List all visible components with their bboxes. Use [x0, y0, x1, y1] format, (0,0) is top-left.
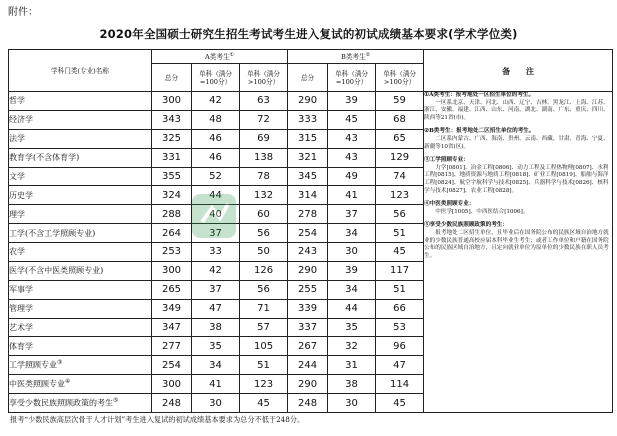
a-score-cell: 288	[152, 205, 192, 224]
subject-cell: 理学	[9, 205, 152, 224]
note-block	[424, 128, 612, 151]
page-title: 2020年全国硕士研究生招生考试考生进入复试的初试成绩基本要求(学术学位类)	[99, 27, 518, 41]
subject-cell: 法学	[9, 129, 152, 148]
note-body: 中医学[1005]、中西医结合[1006]。	[435, 208, 529, 215]
b-score-cell: 267	[288, 337, 328, 356]
a-score-cell: 248	[152, 394, 192, 413]
subject-cell: 经济学	[9, 110, 152, 129]
a-score-cell: 300	[152, 92, 192, 111]
a-score-cell: 123	[240, 375, 288, 394]
a-score-cell: 57	[240, 318, 288, 337]
a-score-cell: 45	[240, 394, 288, 413]
b-score-cell: 66	[376, 299, 424, 318]
note-heading: ②B类考生：报考地处二区招生单位的考生。	[424, 128, 535, 135]
b-score-cell: 43	[328, 148, 376, 167]
a-score-cell: 138	[240, 148, 288, 167]
b-score-cell: 32	[328, 337, 376, 356]
a-score-cell: 42	[192, 261, 240, 280]
b-score-cell: 47	[376, 356, 424, 375]
b-score-cell: 244	[288, 356, 328, 375]
b-score-cell: 51	[376, 280, 424, 299]
subject-cell: 医学(不含中医类照顾专业)	[9, 261, 152, 280]
a-score-cell: 63	[240, 92, 288, 111]
b-score-cell: 333	[288, 110, 328, 129]
b-score-cell: 44	[328, 299, 376, 318]
subject-cell: 中医类照顾专业④	[9, 375, 152, 394]
a-total-header: 总分	[152, 64, 192, 92]
a-score-cell: 33	[192, 243, 240, 262]
a-score-cell: 324	[152, 186, 192, 205]
b-score-cell: 290	[288, 261, 328, 280]
note-body: 一区系北京、天津、河北、山西、辽宁、吉林、黑龙江、上海、江苏、浙江、安徽、福建、江西、山东、河南、湖北、湖南、广东、重庆、四川、陕西等21省(市)。	[424, 99, 609, 121]
subject-header: 学科门类(专业)名称	[9, 50, 152, 92]
a-score-cell: 46	[192, 129, 240, 148]
b-score-cell: 30	[328, 243, 376, 262]
b-score-cell: 53	[376, 318, 424, 337]
b-score-cell: 123	[376, 186, 424, 205]
b-score-cell: 345	[288, 167, 328, 186]
a-score-cell: 48	[192, 110, 240, 129]
subject-cell: 工学照顾专业③	[9, 356, 152, 375]
b-score-cell: 45	[328, 110, 376, 129]
b-score-cell: 34	[328, 224, 376, 243]
b-score-cell: 290	[288, 375, 328, 394]
table-row	[9, 92, 613, 111]
b-score-cell: 314	[288, 186, 328, 205]
a-score-cell: 325	[152, 129, 192, 148]
b-score-cell: 337	[288, 318, 328, 337]
b-score-cell: 37	[328, 205, 376, 224]
notes-cell	[424, 92, 613, 413]
b-score-cell: 129	[376, 148, 424, 167]
a-score-cell: 277	[152, 337, 192, 356]
a-score-cell: 40	[192, 205, 240, 224]
a-score-cell: 132	[240, 186, 288, 205]
notes-header: 备 注	[424, 50, 613, 92]
a-score-cell: 300	[152, 261, 192, 280]
a-score-cell: 37	[192, 280, 240, 299]
b-score-cell: 35	[328, 318, 376, 337]
b-score-cell: 278	[288, 205, 328, 224]
footer-note: 报考“少数民族高层次骨干人才计划”考生进入复试的初试成绩基本要求为总分不低于248分。	[10, 415, 305, 424]
a-score-cell: 41	[192, 375, 240, 394]
a-score-cell: 35	[192, 337, 240, 356]
b-score-cell: 31	[328, 356, 376, 375]
a-score-cell: 30	[192, 394, 240, 413]
note-block	[424, 201, 612, 216]
note-heading: ③工学照顾专业：	[424, 157, 469, 164]
a-single100-header: 单科（满分 =100分）	[192, 64, 240, 92]
a-score-cell: 105	[240, 337, 288, 356]
subject-cell: 教育学(不含体育学)	[9, 148, 152, 167]
a-score-cell: 253	[152, 243, 192, 262]
a-score-cell: 52	[192, 167, 240, 186]
a-score-cell: 47	[192, 299, 240, 318]
a-score-cell: 349	[152, 299, 192, 318]
a-score-cell: 72	[240, 110, 288, 129]
a-score-cell: 56	[240, 280, 288, 299]
b-score-cell: 45	[376, 394, 424, 413]
attachment-label: 附件：	[8, 7, 38, 18]
subject-cell: 农学	[9, 243, 152, 262]
note-heading: ⑤享受少数民族照顾政策的考生：	[424, 222, 508, 229]
b-score-cell: 114	[376, 375, 424, 394]
b-score-cell: 315	[288, 129, 328, 148]
b-zone-header: B类考生②	[288, 50, 424, 64]
a-score-cell: 34	[192, 356, 240, 375]
a-zone-header: A类考生①	[152, 50, 288, 64]
b-single-gt100-header: 单科（满分 >100分）	[376, 64, 424, 92]
b-score-cell: 34	[328, 280, 376, 299]
score-table	[8, 49, 613, 413]
b-score-cell: 248	[288, 394, 328, 413]
a-score-cell: 347	[152, 318, 192, 337]
a-score-cell: 126	[240, 261, 288, 280]
subject-cell: 哲学	[9, 92, 152, 111]
b-score-cell: 117	[376, 261, 424, 280]
b-score-cell: 96	[376, 337, 424, 356]
note-block	[424, 92, 612, 122]
a-single-gt100-header: 单科（满分 >100分）	[240, 64, 288, 92]
b-score-cell: 30	[328, 394, 376, 413]
b-score-cell: 255	[288, 280, 328, 299]
subject-cell: 管理学	[9, 299, 152, 318]
a-score-cell: 355	[152, 167, 192, 186]
b-single100-header: 单科（满分 =100分）	[328, 64, 376, 92]
subject-cell: 享受少数民族照顾政策的考生⑤	[9, 394, 152, 413]
note-body: 报考地处二区招生单位，且毕业后在国务院公布的民族区域自治地方就业的少数民族普通高校应届本科毕业生考生；或者工作单位和户籍在国务院公布的民族区域自治地方，且定向就业单位为原单位的少数民族在职人员考生。	[424, 229, 609, 259]
note-body: 力学[0801]、冶金工程[0806]、动力工程及工程热物理[0807]、水利工程[0815]、地质资源与地质工程[0818]、矿业工程[0819]、船舶与海洋工程[0824]、航空宇航科学与技术[0825]、兵器科学与技术[0826]、核科学与技术[0827]、农业工程[0828]。	[424, 164, 609, 194]
a-score-cell: 42	[192, 92, 240, 111]
subject-cell: 历史学	[9, 186, 152, 205]
a-score-cell: 331	[152, 148, 192, 167]
b-score-cell: 56	[376, 205, 424, 224]
b-score-cell: 339	[288, 299, 328, 318]
b-score-cell: 74	[376, 167, 424, 186]
subject-cell: 艺术学	[9, 318, 152, 337]
b-score-cell: 68	[376, 110, 424, 129]
b-score-cell: 243	[288, 243, 328, 262]
note-body: 二区系内蒙古、广西、海南、贵州、云南、西藏、甘肃、青海、宁夏、新疆等10省(区)。	[424, 135, 609, 150]
a-score-cell: 56	[240, 224, 288, 243]
a-score-cell: 264	[152, 224, 192, 243]
b-score-cell: 45	[376, 243, 424, 262]
subject-cell: 军事学	[9, 280, 152, 299]
subject-cell: 体育学	[9, 337, 152, 356]
table-body	[9, 92, 613, 413]
b-total-header: 总分	[288, 64, 328, 92]
note-block	[424, 222, 612, 260]
a-score-cell: 46	[192, 148, 240, 167]
subject-cell: 文学	[9, 167, 152, 186]
a-score-cell: 343	[152, 110, 192, 129]
note-heading: ①A类考生：报考地处一区招生单位的考生。	[424, 92, 535, 98]
b-score-cell: 59	[376, 92, 424, 111]
b-score-cell: 290	[288, 92, 328, 111]
note-heading: ④中医类照顾专业：	[424, 201, 475, 208]
a-score-cell: 78	[240, 167, 288, 186]
b-score-cell: 43	[328, 129, 376, 148]
b-score-cell: 254	[288, 224, 328, 243]
b-score-cell: 65	[376, 129, 424, 148]
a-score-cell: 254	[152, 356, 192, 375]
a-score-cell: 51	[240, 356, 288, 375]
a-score-cell: 37	[192, 224, 240, 243]
b-score-cell: 38	[328, 375, 376, 394]
b-score-cell: 41	[328, 186, 376, 205]
a-score-cell: 69	[240, 129, 288, 148]
b-score-cell: 39	[328, 261, 376, 280]
a-score-cell: 60	[240, 205, 288, 224]
a-score-cell: 265	[152, 280, 192, 299]
subject-cell: 工学(不含工学照顾专业)	[9, 224, 152, 243]
b-score-cell: 39	[328, 92, 376, 111]
b-score-cell: 49	[328, 167, 376, 186]
note-block	[424, 157, 612, 195]
a-score-cell: 300	[152, 375, 192, 394]
a-score-cell: 38	[192, 318, 240, 337]
a-score-cell: 71	[240, 299, 288, 318]
b-score-cell: 51	[376, 224, 424, 243]
a-score-cell: 50	[240, 243, 288, 262]
a-score-cell: 44	[192, 186, 240, 205]
b-score-cell: 321	[288, 148, 328, 167]
